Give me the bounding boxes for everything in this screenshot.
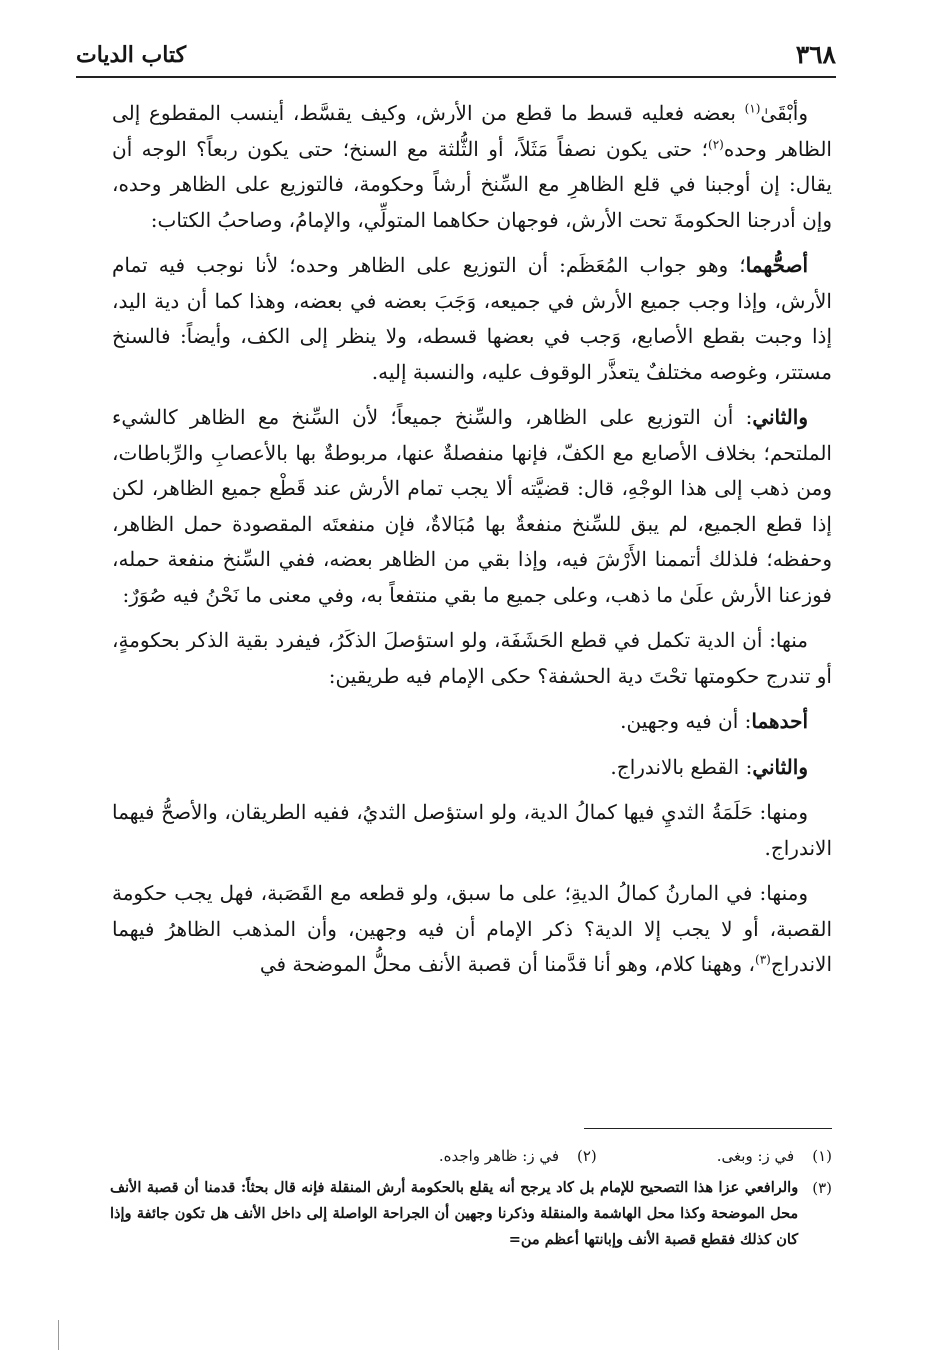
paragraph-text: ؛ وهو جواب المُعَظَم: أن التوزيع على الظاهر وحده؛ لأنا نوجب فيه تمام الأرش، وإذا وجب جميع الأرش في جميعه، وَجَبَ بعضه في بعضه، وهذا كما أن دية اليد، إذا وجبت بقطع الأصابع، وَجب في بعضها قسطه، ولا ينظر إلى الكف، وأيضاً: فالسنخ مستتر، وغوصه مختلفٌ يتعذَّر الوقوف عليه، والنسبة إليه. [112, 253, 832, 384]
footnote-3 [110, 1175, 832, 1253]
running-title: كتاب الديات [76, 42, 187, 68]
footnotes [110, 1143, 832, 1253]
paragraph-1 [112, 96, 832, 238]
page-header [76, 38, 836, 78]
paragraph-text: : أن فيه وجهين. [620, 709, 752, 733]
scan-edge-mark [58, 1320, 59, 1350]
footnote-row [110, 1143, 832, 1169]
paragraph-8 [112, 876, 832, 983]
paragraph-text: ومنها: في المارنُ كمالُ الديةِ؛ على ما سبق، ولو قطعه مع القَصَبة، فهل يجب حكومة القصبة، أو لا يجب إلا الدية؟ ذكر الإمام أن فيه وجهين، وأن المذهب الظاهرُ فيهما الاندراج [112, 881, 832, 976]
footnote-ref-3: (٣) [755, 952, 771, 967]
footnote-number: (٣) [812, 1179, 832, 1197]
main-text [112, 96, 832, 993]
footnote-text: والرافعي عزا هذا التصحيح للإمام بل كاد يرجح أنه يقلع بالحكومة أرش المنقلة فإنه قال بحثاً: قدمنا أن قصبة الأنف محل الموضحة وكذا محل الهاشمة والمنقلة وذكرنا وجهين أن الجراحة الواصلة إلى داخل الأنف هل تكون جائفة وإذا كان كذلك فقطع قصبة الأنف وإبانتها أعظم من= [110, 1179, 799, 1248]
footnote-divider [584, 1128, 832, 1129]
paragraph-lead: والثاني [752, 405, 808, 429]
paragraph-4 [112, 623, 832, 694]
paragraph-text: بعضه فعليه قسط ما قطع من الأرش، وكيف يقسَّط، أينسب المقطوع إلى الظاهر وحده [112, 101, 832, 161]
paragraph-lead: أحدهما [751, 709, 808, 733]
footnote-number: (٢) [577, 1147, 597, 1165]
paragraph-lead: أصحُّهما [745, 253, 808, 277]
paragraph-text: منها: أن الدية تكمل في قطع الحَشَفَة، ولو استؤصلَ الذكَرُ، فيفرد بقية الذكر بحكومةٍ، أو تندرج حكومتها تحْتَ دية الحشفة؟ حكى الإمام فيه طريقين: [112, 628, 832, 688]
paragraph-7 [112, 795, 832, 866]
paragraph-2 [112, 248, 832, 390]
paragraph-6 [112, 750, 832, 786]
paragraph-text: وأبْقَىٰ [760, 101, 808, 125]
paragraph-3 [112, 400, 832, 613]
paragraph-text: : أن التوزيع على الظاهر، والسِّنخ جميعاً؛ لأن السِّنخ مع الظاهر كالشيء الملتحم؛ بخلاف الأصابع مع الكفّ، فإنها منفصلةٌ عنها، مربوطةٌ بها بالأعصابِ والرِّباطات، ومن ذهب إلى هذا الوجْهِ، قال: قضيَّته ألا يجب تمام الأرش عند قَطْع جميع الظاهر، لكن إذا قطع الجميع، لم يبق للسِّنخ منفعةٌ بها مُبَالاةٌ، فإن منفعتَه المقصودة حمل الظاهر، وحفظه؛ فلذلك أتممنا الأَرْشَ فيه، وإذا بقي من الظاهر بعضه، ففي السِّنخ منفعة حمله، فوزعنا الأرش علَىٰ ما ذهب، وعلى جميع ما بقي منتفعاً به، وفي معنى ما نَحْنُ فيه صُوَرٌ: [112, 405, 832, 607]
paragraph-5 [112, 704, 832, 740]
paragraph-text: ؛ حتى يكون نصفاً مَثَلاً، أو الثُّلثة مع السنخ؛ حتى يكون ربعاً؟ الوجه أن يقال: إن أوجبنا في قلع الظاهرِ مع السِّنخ أرشاً وحكومة، فالتوزيع على الظاهر وحده، وإن أدرجنا الحكومةَ تحت الأرش، فوجهان حكاهما المتولِّي، والإمامُ، وصاحبُ الكتاب: [112, 136, 832, 232]
page-number: ٣٦٨ [795, 40, 836, 69]
paragraph-text: : القطع بالاندراج. [610, 754, 753, 779]
footnote-ref-1: (١) [744, 101, 761, 116]
footnote-2 [439, 1143, 597, 1169]
footnote-ref-2: (٢) [708, 136, 724, 151]
footnote-text: في ز: ظاهر واجده. [438, 1147, 559, 1165]
footnote-text: في ز: وبغى. [716, 1147, 795, 1165]
paragraph-text: ومنها: حَلَمَةُ الثديِ فيها كمالُ الدية، ولو استؤصل الثديُ، ففيه الطريقان، والأصحُّ فيهما الاندراج. [112, 800, 832, 860]
paragraph-text: ، وههنا كلام، وهو أنا قدَّمنا أن قصبة الأنف محلُّ الموضحة في [259, 952, 756, 976]
footnote-1 [717, 1143, 832, 1169]
footnote-number: (١) [812, 1147, 832, 1165]
paragraph-lead: والثاني [752, 754, 808, 779]
